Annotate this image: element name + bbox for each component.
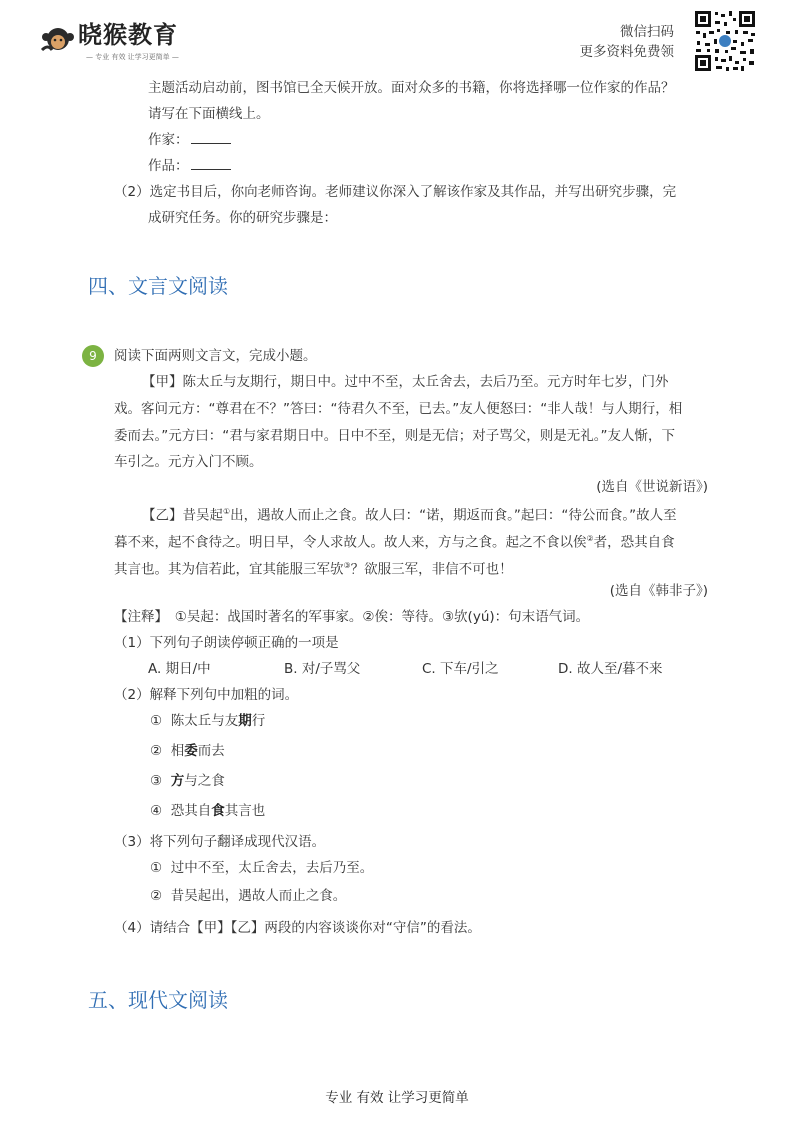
item-text: 而去 <box>197 743 225 759</box>
footnote-mark-1: ① <box>223 507 231 516</box>
item-number: ① <box>150 713 163 729</box>
sub2-item <box>150 771 225 791</box>
footnote-mark-2: ② <box>586 534 594 543</box>
q8-author-row <box>148 130 231 150</box>
work-label: 作品： <box>148 158 189 174</box>
logo-text: 晓猴教育 <box>78 21 178 49</box>
logo-tagline: — 专业 有效 让学习更简单 — <box>86 53 179 61</box>
section-title-classical-reading: 四、文言文阅读 <box>88 274 228 298</box>
item-number: ② <box>150 888 163 904</box>
sub3-item <box>150 858 373 878</box>
item-text: 过中不至，太丘舍去，去后乃至。 <box>170 860 374 876</box>
yi-line-3 <box>114 556 513 580</box>
q8-part2-line-2: 成研究任务。你的研究步骤是： <box>148 210 337 226</box>
item-text: 陈太丘与友 <box>170 713 239 729</box>
yi-line-2 <box>114 529 675 553</box>
sub-question-4: （4）请结合【甲】【乙】两段的内容谈谈你对“守信”的看法。 <box>114 920 481 936</box>
item-number: ① <box>150 860 163 876</box>
option-d: D. 故人至/暮不来 <box>558 661 663 677</box>
author-blank[interactable] <box>191 131 231 144</box>
yi-line-2-b: 者，恐其自食 <box>593 534 675 551</box>
bold-word: 委 <box>184 743 198 759</box>
monkey-logo-icon <box>38 24 78 58</box>
author-label: 作家： <box>148 132 189 148</box>
yi-line-1 <box>142 502 677 526</box>
yi-line-3-b: ？欲服三军，非信不可也！ <box>350 561 513 578</box>
yi-line-1-a: 【乙】昔吴起 <box>142 507 223 524</box>
notes: 【注释】 ①吴起：战国时著名的军事家。②俟：等待。③欤(yú)：句末语气词。 <box>114 609 590 625</box>
bold-word: 期 <box>238 713 252 729</box>
jia-line-3: 委而去。”元方曰：“君与家君期日中。日中不至，则是无信；对子骂父，则是无礼。”友人惭，下 <box>114 428 675 444</box>
scan-prompt <box>580 22 675 62</box>
section-title-modern-reading: 五、现代文阅读 <box>88 988 228 1012</box>
q8-work-row <box>148 156 231 176</box>
item-number: ③ <box>150 773 163 789</box>
sub3-item <box>150 886 346 906</box>
sub2-item <box>150 711 265 731</box>
logo <box>38 18 198 66</box>
qr-code-icon[interactable] <box>693 9 757 73</box>
jia-line-2: 戏。客问元方：“尊君在不？”答曰：“待君久不至，已去。”友人便怒曰：“非人哉！与人期行，相 <box>114 401 683 417</box>
scan-line-1: 微信扫码 <box>620 24 674 40</box>
sub-question-3: （3）将下列句子翻译成现代汉语。 <box>114 834 326 850</box>
work-blank[interactable] <box>191 157 231 170</box>
scan-line-2: 更多资料免费领 <box>579 44 674 60</box>
option-a: A. 期日/中 <box>148 661 211 677</box>
bold-word: 方 <box>170 773 185 789</box>
q8-line-1: 主题活动启动前，图书馆已全天候开放。面对众多的书籍，你将选择哪一位作家的作品？ <box>148 80 675 96</box>
item-number: ② <box>150 743 163 759</box>
q8-part2-line-1: （2）选定书目后，你向老师咨询。老师建议你深入了解该作家及其作品，并写出研究步骤，完 <box>114 184 677 200</box>
yi-line-2-a: 暮不来，起不食待之。明日早，令人求故人。故人来，方与之食。起之不食以俟 <box>114 534 587 551</box>
item-text: 与之食 <box>184 773 225 789</box>
footnote-mark-3: ③ <box>343 561 351 570</box>
sub2-item <box>150 801 265 821</box>
option-b: B. 对/子骂父 <box>284 661 361 677</box>
item-text: 相 <box>170 743 185 759</box>
question-number-badge: 9 <box>82 345 104 367</box>
item-number: ④ <box>150 803 163 819</box>
sub2-item <box>150 741 225 761</box>
yi-line-1-b: 出，遇故人而止之食。故人曰：“诺，期返而食。”起曰：“待公而食。”故人至 <box>230 507 677 524</box>
yi-source: (选自《韩非子》) <box>609 583 708 599</box>
yi-line-3-a: 其言也。其为信若此，宜其能服三军欤 <box>114 561 344 578</box>
item-text: 恐其自 <box>170 803 212 819</box>
sub-question-1: （1）下列句子朗读停顿正确的一项是 <box>114 635 339 651</box>
q9-intro: 阅读下面两则文言文，完成小题。 <box>114 348 317 364</box>
jia-line-4: 车引之。元方入门不顾。 <box>114 454 263 470</box>
jia-line-1: 【甲】陈太丘与友期行，期日中。过中不至，太丘舍去，去后乃至。元方时年七岁，门外 <box>142 374 669 390</box>
footer-slogan: 专业 有效 让学习更简单 <box>325 1090 469 1106</box>
q8-line-2: 请写在下面横线上。 <box>148 106 270 122</box>
option-c: C. 下车/引之 <box>422 661 499 677</box>
jia-source: (选自《世说新语》) <box>596 479 708 495</box>
item-text: 其言也 <box>224 803 266 819</box>
sub-question-2: （2）解释下列句中加粗的词。 <box>114 687 299 703</box>
bold-word: 食 <box>211 803 225 819</box>
item-text: 行 <box>251 713 266 729</box>
item-text: 昔吴起出，遇故人而止之食。 <box>170 888 347 904</box>
